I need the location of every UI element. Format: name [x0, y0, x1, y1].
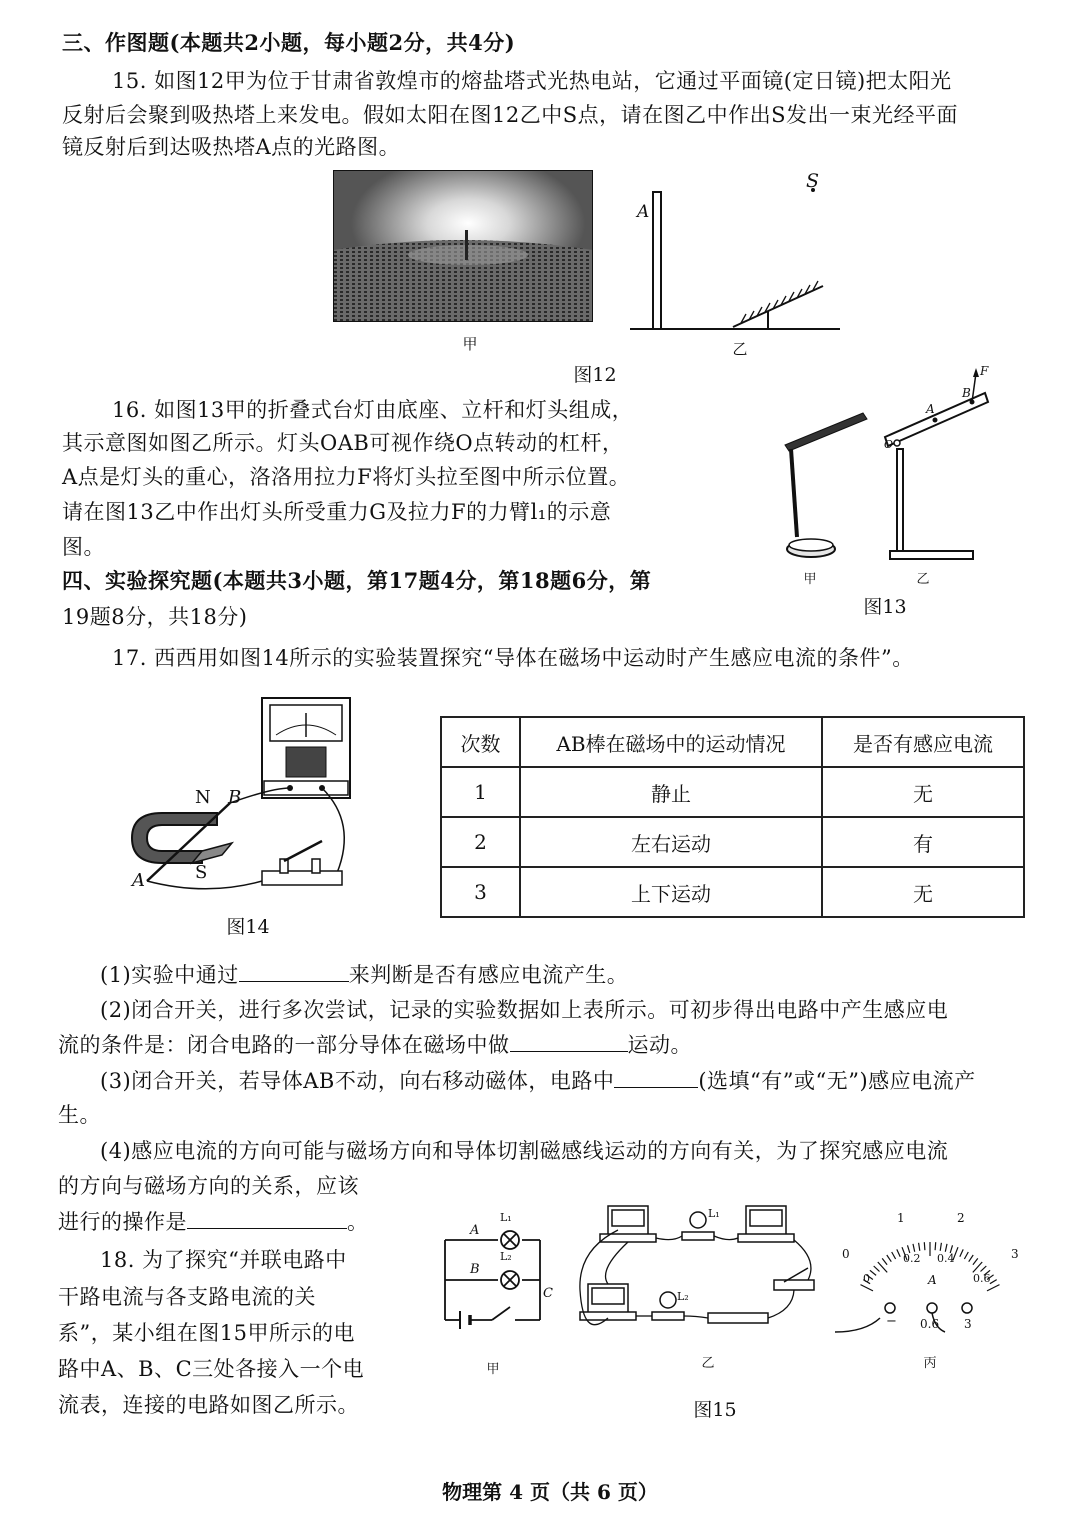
table-header-row: [441, 717, 1024, 767]
table-cell: 无: [822, 867, 1024, 917]
induction-apparatus-figure: [122, 693, 362, 903]
fig13-label-b: B: [962, 386, 971, 400]
q17-part2-line2: [58, 1030, 692, 1060]
fig14-label-s: S: [195, 862, 208, 883]
dial-tick: [861, 1285, 874, 1291]
table-cell: 3: [441, 867, 520, 917]
table-cell: 左右运动: [520, 817, 822, 867]
section4-heading-line1: 四、实验探究题(本题共3小题，第17题4分，第18题6分，第: [62, 568, 652, 593]
q17-part4-line3: [58, 1207, 369, 1237]
q16-text-line2: 其示意图如图乙所示。灯头OAB可视作绕O点转动的杠杆，: [62, 431, 624, 455]
q16-text-line3: A点是灯头的重心，洛洛用拉力F将灯头拉至图中所示位置。: [62, 465, 631, 489]
q16-text-line1: 16. 如图13甲的折叠式台灯由底座、立杆和灯头组成，: [112, 398, 634, 422]
dial-top-label-1: 1: [897, 1211, 905, 1225]
parallel-circuit-schematic: [420, 1215, 560, 1335]
fig13-label-f: F: [980, 364, 989, 378]
fig15-label-c: C: [543, 1286, 553, 1301]
fig15-label-l2: L₂: [500, 1250, 512, 1263]
dial-tick: [987, 1285, 1000, 1291]
dial-tick: [981, 1266, 987, 1272]
q18-text-line2: 干路电流与各支路电流的关: [58, 1285, 316, 1309]
desk-lamp-figure: [775, 405, 875, 565]
q15-text-line3: 镜反射后到达吸热塔A点的光路图。: [62, 135, 401, 159]
q17-part4-prefix: 进行的操作是: [58, 1210, 187, 1234]
fig14-label-b: B: [228, 787, 242, 808]
q17-part4-answer-blank[interactable]: [187, 1208, 347, 1229]
q15-text-line1: 15. 如图12甲为位于甘肃省敦煌市的熔盐塔式光热电站，它通过平面镜(定日镜)把太阳光: [112, 69, 952, 93]
q17-part2-answer-blank[interactable]: [510, 1031, 628, 1052]
table-header-cell: 次数: [441, 717, 520, 767]
terminal-label-3: 3: [964, 1317, 972, 1331]
fig12-label-jia: 甲: [462, 335, 478, 353]
ammeter-wiring-figure: [578, 1200, 823, 1348]
dial-tick: [924, 1242, 925, 1250]
dial-tick: [960, 1249, 963, 1256]
q17-part2-line1: (2)闭合开关，进行多次尝试，记录的实验数据如上表所示。可初步得出电路中产生感应电: [100, 998, 949, 1022]
dial-tick: [935, 1242, 936, 1250]
q17-part1: [100, 960, 628, 990]
dial-tick: [897, 1249, 900, 1256]
fig13-caption: 图13: [863, 596, 907, 618]
fig14-caption: 图14: [226, 916, 270, 938]
fig15-caption: 图15: [693, 1399, 737, 1421]
q17-part4-line2: 的方向与磁场方向的关系，应该: [58, 1174, 359, 1198]
dial-tick: [919, 1243, 920, 1251]
q18-text-line3: 系”，某小组在图15甲所示的电: [58, 1321, 355, 1345]
dial-bottom-label-2: 0.4: [937, 1252, 955, 1265]
q17-part4-suffix: 。: [347, 1210, 369, 1234]
q15-text-line2: 反射后会聚到吸热塔上来发电。假如太阳在图12乙中S点，请在图乙中作出S发出一束光经平面: [62, 103, 958, 127]
dial-tick: [964, 1252, 968, 1259]
dial-tick: [969, 1255, 974, 1262]
terminal-label-negative: −: [886, 1314, 897, 1329]
table-cell: 有: [822, 817, 1024, 867]
table-cell: 1: [441, 767, 520, 817]
dial-tick: [913, 1244, 915, 1252]
table-cell: 无: [822, 767, 1024, 817]
dial-bottom-label-3: 0.6: [973, 1272, 991, 1285]
dial-tick: [940, 1243, 941, 1251]
dial-tick: [887, 1255, 892, 1262]
table-cell: 2: [441, 817, 520, 867]
fig15-label-jia: 甲: [486, 1362, 500, 1377]
q17-part3-answer-blank[interactable]: [614, 1067, 698, 1088]
q17-intro: 17. 西西用如图14所示的实验装置探究“导体在磁场中运动时产生感应电流的条件”。: [112, 646, 914, 670]
fig12-label-yi: 乙: [732, 340, 748, 358]
fig15-yi-label-l2: L₂: [677, 1290, 689, 1303]
page-footer: 物理第 4 页（共 6 页）: [442, 1480, 658, 1504]
q17-part3-suffix: (选填“有”或“无”)感应电流产: [698, 1069, 976, 1093]
solar-plant-photo: [333, 170, 593, 322]
fig15-label-bing: 丙: [923, 1356, 937, 1371]
dial-tick: [874, 1266, 880, 1272]
section4-heading-line2: 19题8分，共18分): [62, 605, 248, 629]
dial-top-label-0: 0: [842, 1247, 850, 1261]
terminal-label-0-6: 0.6: [920, 1317, 940, 1331]
fig12-point-a: A: [637, 202, 650, 222]
q17-results-table: [440, 716, 1025, 918]
q17-part1-suffix: 来判断是否有感应电流产生。: [348, 963, 629, 987]
lamp-lever-diagram: [875, 365, 995, 565]
q18-text-line4: 路中A、B、C三处各接入一个电: [58, 1357, 365, 1381]
dial-top-label-2: 2: [957, 1211, 965, 1225]
q17-part1-prefix: (1)实验中通过: [100, 963, 239, 987]
dial-tick: [870, 1270, 876, 1275]
q17-part3-prefix: (3)闭合开关，若导体AB不动，向右移动磁体，电路中: [100, 1069, 615, 1093]
q16-text-line4: 请在图13乙中作出灯头所受重力G及拉力F的力臂l₁的示意: [62, 500, 612, 524]
fig12-point-s: S: [806, 170, 820, 192]
q17-part3-line2: 生。: [58, 1103, 101, 1127]
q17-part3-line1: [100, 1066, 976, 1096]
fig13-label-o: O: [884, 438, 894, 451]
dial-tick: [945, 1244, 947, 1252]
fig14-label-a: A: [132, 870, 145, 891]
q16-text-line5: 图。: [62, 535, 105, 559]
q17-part2-prefix: 流的条件是：闭合电路的一部分导体在磁场中做: [58, 1033, 510, 1057]
fig12-diagram-yi: [625, 168, 845, 338]
fig13-label-jia: 甲: [803, 572, 817, 587]
fig12-caption: 图12: [573, 364, 617, 386]
dial-tick: [882, 1258, 887, 1264]
table-row: [441, 817, 1024, 867]
q18-text-line5: 流表，连接的电路如图乙所示。: [58, 1393, 359, 1417]
q18-text-line1: 18. 为了探究“并联电路中: [100, 1248, 347, 1272]
fig13-label-yi: 乙: [916, 572, 930, 587]
q17-part2-suffix: 运动。: [627, 1033, 692, 1057]
fig15-label-yi: 乙: [701, 1356, 715, 1371]
fig15-label-a: A: [470, 1223, 480, 1238]
dial-tick: [892, 1252, 896, 1259]
dial-bottom-label-0: 0: [863, 1272, 870, 1285]
dial-bottom-label-1: 0.2: [903, 1252, 921, 1265]
dial-top-label-3: 3: [1011, 1247, 1019, 1261]
dial-tick: [973, 1258, 978, 1264]
section3-heading: 三、作图题(本题共2小题，每小题2分，共4分): [62, 30, 516, 55]
q17-part1-answer-blank[interactable]: [239, 961, 349, 982]
table-header-cell: 是否有感应电流: [822, 717, 1024, 767]
table-header-cell: AB棒在磁场中的运动情况: [520, 717, 822, 767]
fig15-label-l1: L₁: [500, 1211, 512, 1224]
table-row: [441, 767, 1024, 817]
table-row: [441, 867, 1024, 917]
fig14-label-n: N: [195, 787, 211, 808]
q17-part4-line1: (4)感应电流的方向可能与磁场方向和导体切割磁感线运动的方向有关，为了探究感应电流: [100, 1139, 949, 1163]
table-cell: 静止: [520, 767, 822, 817]
fig13-label-a: A: [926, 402, 935, 416]
dial-unit-label: A: [928, 1273, 937, 1287]
fig15-yi-label-l1: L₁: [708, 1207, 720, 1220]
dial-tick: [990, 1280, 997, 1284]
table-cell: 上下运动: [520, 867, 822, 917]
fig15-label-b: B: [470, 1262, 480, 1277]
